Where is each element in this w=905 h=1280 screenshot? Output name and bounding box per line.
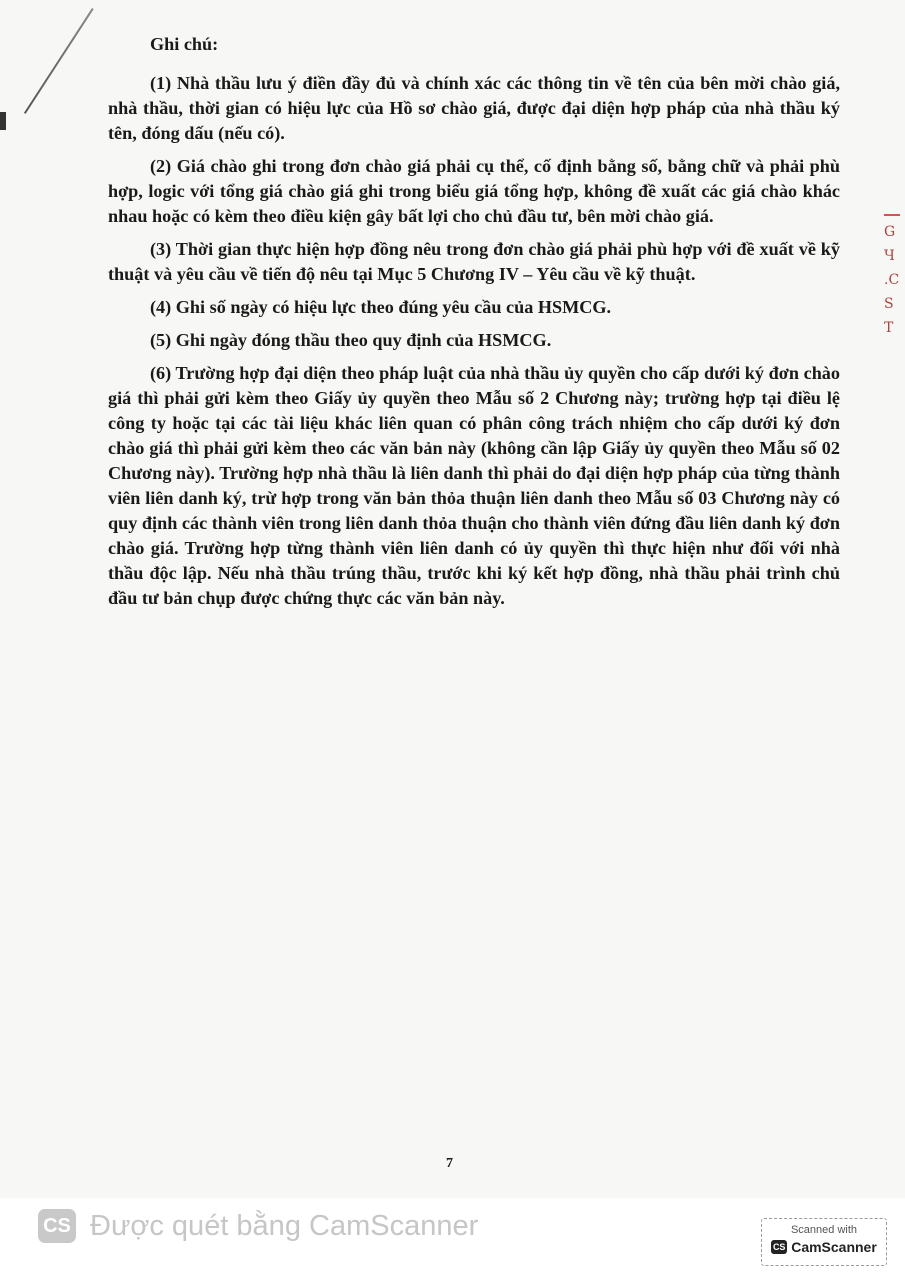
badge-brand — [762, 1239, 886, 1255]
page-fold-line — [24, 8, 94, 114]
notes-heading: Ghi chú: — [150, 34, 219, 54]
stamp-char: G — [884, 224, 896, 240]
note-6: (6) Trường hợp đại diện theo pháp luật của nhà thầu ủy quyền cho cấp dưới ký đơn chào giá thì phải gửi kèm theo Giấy ủy quyền theo Mẫu số 2 Chương này; trường hợp tại điều lệ công ty hoặc tại các tài liệu khác liên quan có phân công trách nhiệm cho cấp dưới ký đơn chào giá thì phải gửi kèm theo các văn bản này (không cần lập Giấy ủy quyền theo Mẫu số 02 Chương này). Trường hợp nhà thầu là liên danh thì phải do đại diện hợp pháp của từng thành viên liên danh ký, trừ hợp trong văn bản thỏa thuận liên danh theo Mẫu số 03 Chương này có quy định các thành viên trong liên danh thỏa thuận cho thành viên đứng đầu liên danh ký đơn chào giá. Trường hợp từng thành viên liên danh có ủy quyền thì thực hiện như đối với nhà thầu độc lập. Nếu nhà thầu trúng thầu, trước khi ký kết hợp đồng, nhà thầu phải trình chủ đầu tư bản chụp được chứng thực các văn bản này. — [108, 363, 840, 608]
stamp-rule — [884, 214, 900, 216]
camscanner-watermark — [38, 1209, 478, 1243]
camscanner-caption: Được quét bằng CamScanner — [90, 1209, 479, 1242]
note-5: (5) Ghi ngày đóng thầu theo quy định của HSMCG. — [150, 330, 552, 350]
note-2: (2) Giá chào ghi trong đơn chào giá phải cụ thể, cố định bằng số, bằng chữ và phải phù hợp, logic với tổng giá chào giá ghi trong biểu giá tổng hợp, không đề xuất các giá chào khác nhau hoặc có kèm theo điều kiện gây bất lợi cho chủ đầu tư, bên mời chào giá. — [108, 156, 840, 226]
stamp-char: T — [884, 320, 894, 336]
stamp-char: Ч — [884, 248, 895, 264]
camscanner-mini-logo-icon: CS — [772, 1242, 786, 1252]
note-1: (1) Nhà thầu lưu ý điền đầy đủ và chính xác các thông tin về tên của bên mời chào giá, nhà thầu, thời gian có hiệu lực của Hồ sơ chào giá, được đại diện hợp pháp của nhà thầu ký tên, đóng dấu (nếu có). — [108, 73, 840, 143]
notes-section — [108, 32, 840, 619]
badge-brand-name: CamScanner — [791, 1239, 877, 1255]
camscanner-logo-icon: CS — [38, 1209, 76, 1243]
camscanner-badge — [761, 1218, 887, 1266]
stamp-char: S — [884, 296, 894, 312]
stamp-char: .C — [884, 272, 900, 288]
page-edge-mark — [0, 112, 6, 130]
note-4: (4) Ghi số ngày có hiệu lực theo đúng yêu cầu của HSMCG. — [150, 297, 612, 317]
margin-stamp — [884, 210, 905, 380]
page-number: 7 — [446, 1156, 453, 1171]
note-3: (3) Thời gian thực hiện hợp đồng nêu trong đơn chào giá phải phù hợp với đề xuất về kỹ thuật và yêu cầu về tiến độ nêu tại Mục 5 Chương IV – Yêu cầu về kỹ thuật. — [108, 239, 840, 284]
badge-scanned-with: Scanned with — [790, 1224, 858, 1236]
